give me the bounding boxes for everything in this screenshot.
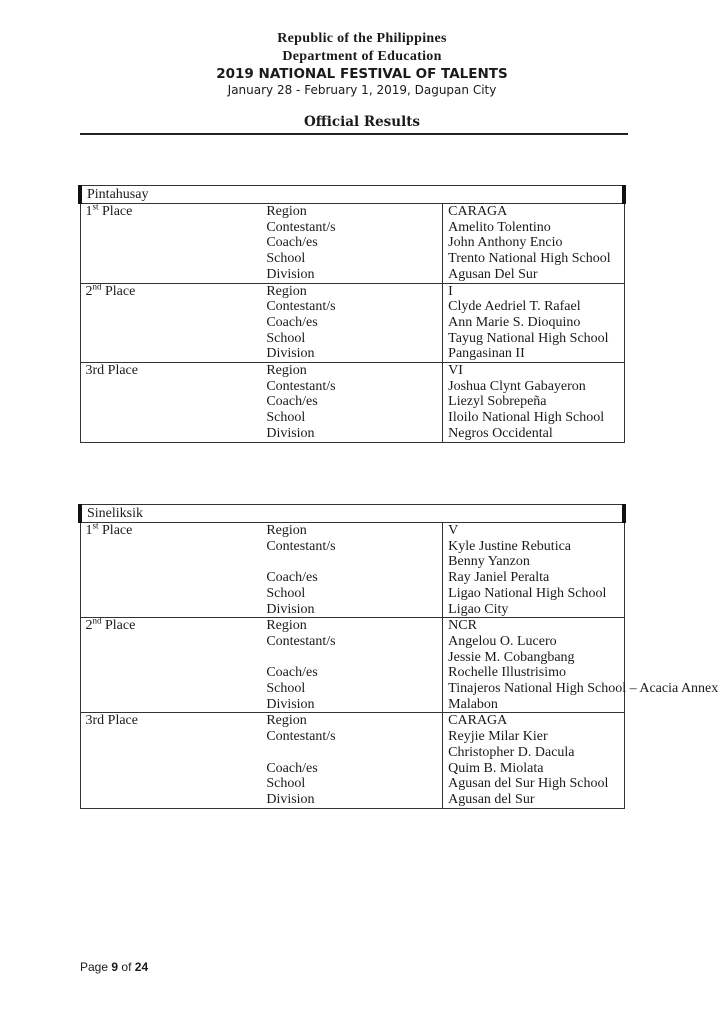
field-label: Contestant/s	[261, 299, 442, 315]
region-value: NCR	[443, 618, 624, 634]
place-cell	[80, 363, 261, 379]
result-row	[80, 618, 624, 634]
result-row	[80, 792, 624, 808]
school-name: Trento National High School	[443, 251, 624, 267]
contestant-name: Benny Yanzon	[443, 554, 624, 570]
division-name: Agusan Del Sur	[443, 267, 624, 283]
field-label: School	[261, 586, 442, 602]
field-label: Division	[261, 346, 442, 362]
result-row	[80, 426, 624, 442]
result-row	[80, 570, 624, 586]
division-name: Ligao City	[443, 602, 624, 618]
result-row	[80, 267, 624, 283]
result-row	[80, 745, 624, 761]
place-cell	[80, 346, 261, 362]
place-word: Place	[107, 363, 138, 379]
place-cell	[80, 792, 261, 808]
result-row	[80, 697, 624, 713]
result-row	[80, 220, 624, 236]
place-cell	[80, 697, 261, 713]
place-cell	[80, 394, 261, 410]
field-label: Contestant/s	[261, 379, 442, 395]
contestant-name: Amelito Tolentino	[443, 220, 624, 236]
place-word: Place	[107, 713, 138, 729]
school-name: Ligao National High School	[443, 586, 624, 602]
coach-name: Ann Marie S. Dioquino	[443, 315, 624, 331]
region-value: I	[443, 283, 624, 299]
field-label: Region	[261, 283, 442, 299]
place-cell	[80, 713, 261, 729]
place-cell	[80, 776, 261, 792]
results-table-pintahusay	[78, 185, 626, 443]
place-cell	[80, 761, 261, 777]
field-label: Region	[261, 204, 442, 220]
result-row	[80, 761, 624, 777]
field-label: Contestant/s	[261, 634, 442, 650]
results-title: Official Results	[303, 114, 421, 130]
place-number: 2	[85, 618, 93, 634]
region-value: CARAGA	[443, 713, 624, 729]
category-name: Sineliksik	[80, 505, 624, 523]
result-row	[80, 539, 624, 555]
place-suffix: nd	[92, 280, 102, 291]
result-row	[80, 776, 624, 792]
result-row	[80, 554, 624, 570]
place-cell	[80, 602, 261, 618]
division-name: Negros Occidental	[443, 426, 624, 442]
school-name: Tayug National High School	[443, 331, 624, 347]
division-name: Agusan del Sur	[443, 792, 624, 808]
place-cell	[80, 586, 261, 602]
division-name: Pangasinan II	[443, 346, 624, 362]
school-name: Agusan del Sur High School	[443, 776, 624, 792]
document-header	[0, 30, 724, 98]
field-label	[261, 745, 442, 761]
contestant-name: Reyjie Milar Kier	[443, 729, 624, 745]
field-label: Contestant/s	[261, 729, 442, 745]
coach-name: John Anthony Encio	[443, 235, 624, 251]
place-cell	[80, 520, 261, 539]
contestant-name: Jessie M. Cobangbang	[443, 650, 624, 666]
place-cell	[80, 426, 261, 442]
place-cell	[80, 650, 261, 666]
place-cell	[80, 280, 261, 299]
field-label	[261, 554, 442, 570]
contestant-name: Angelou O. Lucero	[443, 634, 624, 650]
field-label: School	[261, 681, 442, 697]
place-word: Place	[102, 523, 133, 538]
title-divider	[80, 133, 628, 135]
date-venue: January 28 - February 1, 2019, Dagupan City	[227, 83, 497, 97]
department-heading: Department of Education	[282, 49, 442, 64]
field-label: Region	[261, 618, 442, 634]
result-row	[80, 363, 624, 379]
coach-name: Ray Janiel Peralta	[443, 570, 624, 586]
result-row	[80, 410, 624, 426]
result-row	[80, 346, 624, 362]
field-label: School	[261, 251, 442, 267]
result-row	[80, 283, 624, 299]
place-cell	[80, 299, 261, 315]
field-label: Coach/es	[261, 394, 442, 410]
result-row	[80, 315, 624, 331]
field-label: Contestant/s	[261, 539, 442, 555]
result-row	[80, 394, 624, 410]
place-cell	[80, 615, 261, 634]
field-label: School	[261, 776, 442, 792]
results-table-sineliksik	[78, 504, 719, 809]
field-label: Coach/es	[261, 235, 442, 251]
total-pages: 24	[134, 960, 149, 974]
field-label: Region	[261, 713, 442, 729]
field-label	[261, 650, 442, 666]
field-label: Division	[261, 792, 442, 808]
place-number: 3rd	[85, 713, 105, 729]
place-cell	[80, 729, 261, 745]
result-row	[80, 331, 624, 347]
result-row	[80, 299, 624, 315]
place-suffix: st	[92, 201, 99, 212]
region-value: V	[443, 523, 624, 539]
region-value: CARAGA	[443, 204, 624, 220]
contestant-name: Christopher D. Dacula	[443, 745, 624, 761]
result-row	[80, 650, 624, 666]
result-row	[80, 379, 624, 395]
field-label: Contestant/s	[261, 220, 442, 236]
field-label: Division	[261, 267, 442, 283]
place-word: Place	[105, 618, 136, 634]
place-cell	[80, 570, 261, 586]
place-cell	[80, 634, 261, 650]
result-row	[80, 713, 624, 729]
of-label: of	[121, 960, 132, 974]
division-name: Malabon	[443, 697, 624, 713]
result-row	[80, 602, 624, 618]
place-cell	[80, 681, 261, 697]
place-number: 1	[85, 204, 93, 219]
place-number: 3rd	[85, 363, 105, 379]
result-row	[80, 634, 624, 650]
coach-name: Liezyl Sobrepeña	[443, 394, 624, 410]
contestant-name: Kyle Justine Rebutica	[443, 539, 624, 555]
contestant-name: Joshua Clynt Gabayeron	[443, 379, 624, 395]
coach-name: Quim B. Miolata	[443, 761, 624, 777]
field-label: Coach/es	[261, 315, 442, 331]
place-suffix: nd	[92, 615, 102, 626]
field-label: Division	[261, 697, 442, 713]
place-cell	[80, 267, 261, 283]
place-cell	[80, 251, 261, 267]
result-row	[80, 204, 624, 220]
place-cell	[80, 665, 261, 681]
category-name: Pintahusay	[80, 186, 624, 204]
page-label: Page	[80, 960, 109, 974]
place-cell	[80, 331, 261, 347]
school-name: Iloilo National High School	[443, 410, 624, 426]
result-row	[80, 665, 624, 681]
place-cell	[80, 220, 261, 236]
place-cell	[80, 539, 261, 555]
festival-title: 2019 NATIONAL FESTIVAL OF TALENTS	[216, 66, 508, 82]
place-suffix: st	[92, 520, 99, 531]
field-label: Coach/es	[261, 761, 442, 777]
place-cell	[80, 410, 261, 426]
field-label: Division	[261, 426, 442, 442]
category-header-row	[80, 186, 624, 204]
field-label: School	[261, 410, 442, 426]
page-footer	[80, 960, 148, 974]
republic-heading: Republic of the Philippines	[277, 31, 447, 46]
category-header-row	[80, 505, 624, 523]
place-number: 2	[85, 283, 93, 299]
result-row	[80, 251, 624, 267]
result-row	[80, 681, 624, 697]
place-cell	[80, 201, 261, 220]
place-cell	[80, 745, 261, 761]
place-cell	[80, 379, 261, 395]
place-word: Place	[102, 204, 133, 219]
result-row	[80, 586, 624, 602]
field-label: Coach/es	[261, 665, 442, 681]
result-row	[80, 523, 624, 539]
contestant-name: Clyde Aedriel T. Rafael	[443, 299, 624, 315]
coach-name: Rochelle Illustrisimo	[443, 665, 624, 681]
field-label: Region	[261, 363, 442, 379]
school-name: Tinajeros National High School – Acacia Annex	[443, 681, 624, 697]
field-label: School	[261, 331, 442, 347]
place-cell	[80, 554, 261, 570]
place-cell	[80, 235, 261, 251]
result-row	[80, 235, 624, 251]
place-number: 1	[85, 523, 93, 538]
field-label: Division	[261, 602, 442, 618]
place-word: Place	[105, 283, 136, 299]
region-value: VI	[443, 363, 624, 379]
result-row	[80, 729, 624, 745]
place-cell	[80, 315, 261, 331]
page-number: 9	[111, 960, 119, 974]
field-label: Coach/es	[261, 570, 442, 586]
field-label: Region	[261, 523, 442, 539]
